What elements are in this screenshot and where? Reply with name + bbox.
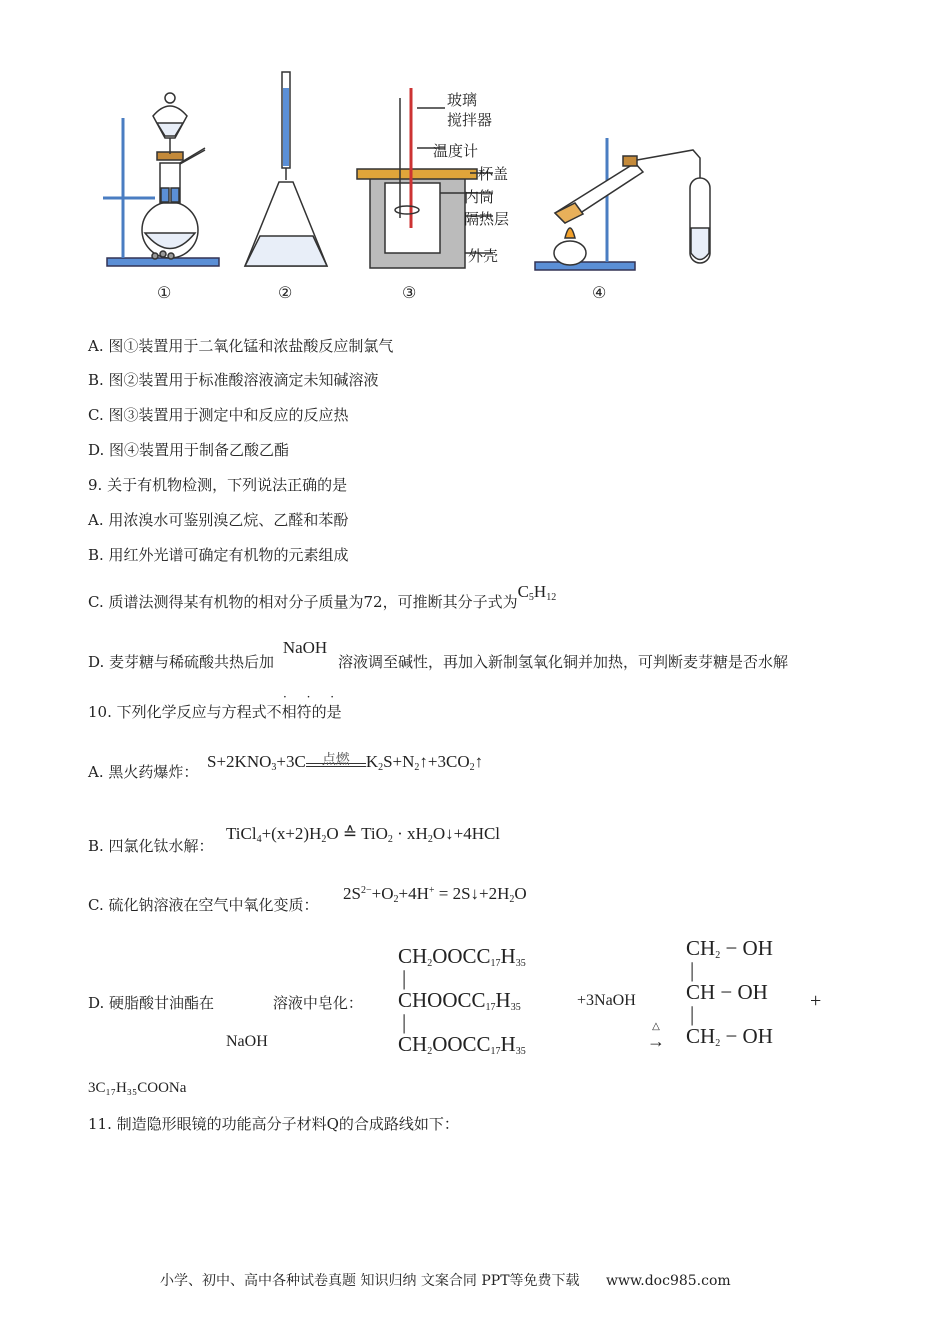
glycerol-structure: $CH_2$ − OH | CH − OH | $CH_2$ − OH (686, 936, 773, 1049)
formula-c5h12: $C_5H_{12}$ (517, 582, 557, 603)
q11-stem: 11. 制造隐形眼镜的功能高分子材料Q的合成路线如下： (88, 1115, 459, 1133)
equation-c: $2S^{2-}+O_2+4H^+$ = $2S↓+2H_2O$ (343, 884, 527, 905)
q10-option-d (88, 993, 363, 1013)
q10-d-reagent: +3NaOH (577, 992, 636, 1009)
q10-option-b (88, 836, 214, 856)
q10-stem: 10. 下列化学反应与方程式不相符的是 (88, 703, 342, 721)
callout-stirrer: 玻璃 搅拌器 (447, 91, 493, 129)
apparatus-4 (535, 138, 710, 270)
q10-option-b-label: B. 四氯化钛水解： (88, 837, 214, 855)
apparatus-2 (245, 72, 327, 266)
callout-inner: 内筒 (464, 188, 495, 206)
callout-insulation: 隔热层 (464, 210, 510, 228)
apparatus-1 (103, 93, 219, 266)
emphasis-dots: · · · (283, 690, 343, 704)
footer-text: 小学、初中、高中各种试卷真题 知识归纳 文案合同 PPT等免费下载 (160, 1273, 580, 1289)
figure-label-2: ② (278, 283, 293, 302)
q8-option-d: D. 图④装置用于制备乙酸乙酯 (88, 441, 290, 459)
q10-option-d-mid: 溶液中皂化： (272, 994, 363, 1012)
q9-stem: 9. 关于有机物检测，下列说法正确的是 (88, 476, 348, 494)
q9-option-c (88, 582, 557, 612)
q10-d-naoh: NaOH (226, 1033, 268, 1050)
condition-ignite: 点燃 (321, 752, 350, 768)
q9-option-d (88, 638, 788, 672)
q8-option-a: A. 图①装置用于二氧化锰和浓盐酸反应制氯气 (88, 337, 394, 355)
q10-option-c (88, 895, 318, 915)
q10-d-tail: 3C₁₇H₃₅COONa (88, 1080, 187, 1096)
q8-option-b: B. 图②装置用于标准酸溶液滴定未知碱溶液 (88, 371, 379, 389)
figure-label-1: ① (157, 283, 172, 302)
q9-option-b: B. 用红外光谱可确定有机物的元素组成 (88, 546, 349, 564)
q10-option-c-label: C. 硫化钠溶液在空气中氧化变质： (88, 896, 319, 914)
glyceryl-stearate-structure: $CH_2OOCC_{17}H_{35}$ | $CHOOCC_{17}H_{35}$ | $CH_2OOCC_{17}H_{35}$ (398, 944, 526, 1057)
figure-label-4: ④ (592, 283, 607, 302)
footer (160, 1270, 731, 1290)
callout-shell: 外壳 (468, 247, 499, 265)
arrow-heat: △ → (647, 1021, 665, 1051)
callout-thermometer: 温度计 (433, 142, 479, 160)
callout-lid: 杯盖 (478, 165, 509, 183)
figure-label-3: ③ (402, 283, 417, 302)
q9-option-a: A. 用浓溴水可鉴别溴乙烷、乙醛和苯酚 (88, 511, 349, 529)
q9-option-c-text: C. 质谱法测得某有机物的相对分子质量为72，可推断其分子式为 (88, 593, 518, 611)
q10-option-a (88, 762, 198, 782)
q10-option-d-label: D. 硬脂酸甘油酯在 (88, 994, 215, 1012)
apparatus-figure (95, 68, 735, 278)
equation-a: $S+2KNO_3+3C$ 点燃 $K_2S+N_2↑+3CO_2↑$ (207, 752, 483, 772)
q8-option-c: C. 图③装置用于测定中和反应的反应热 (88, 406, 349, 424)
q10-option-a-label: A. 黑火药爆炸： (88, 763, 199, 781)
footer-url[interactable]: www.doc985.com (605, 1273, 731, 1289)
q9-option-d-post: 溶液调至碱性，再加入新制氢氧化铜并加热，可判断麦芽糖是否水解 (337, 653, 788, 671)
equation-b: $TiCl_4+(x+2)H_2O$ ≙ $TiO_2 \cdot xH_2O↓+4HCl$ (226, 824, 501, 845)
q9-naoh: NaOH (282, 638, 328, 657)
q10-d-plus: + (810, 990, 822, 1012)
q9-option-d-pre: D. 麦芽糖与稀硫酸共热后加 (88, 653, 275, 671)
